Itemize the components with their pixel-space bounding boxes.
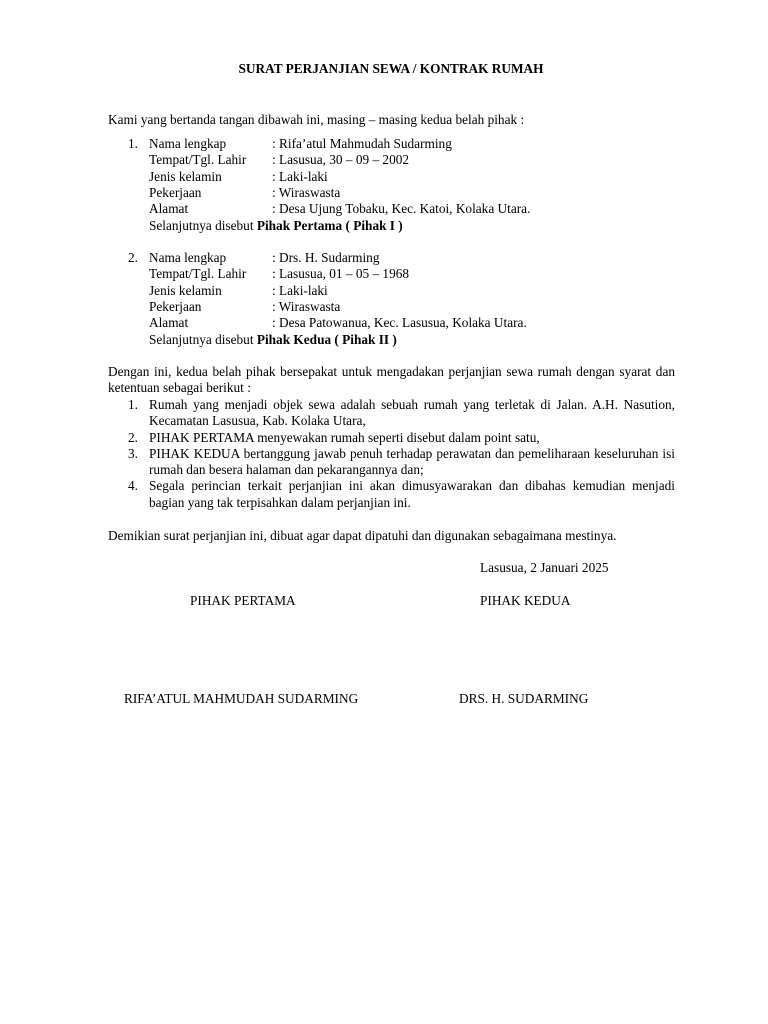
term-item (108, 446, 675, 479)
address-label: Alamat (149, 315, 189, 331)
term-text: Segala perincian terkait perjanjian ini akan dimusyawarakan dan dibahas kemudian menjadi bagian yang tak terpisahkan dalam perjanjian ini. (149, 478, 675, 510)
name-value: : Drs. H. Sudarming (272, 250, 380, 265)
gender-value: : Laki-laki (272, 282, 328, 298)
party-role: Pihak Pertama ( Pihak I ) (256, 217, 403, 233)
term-text: PIHAK KEDUA bertanggung jawab penuh terhadap perawatan dan pemeliharaan keseluruhan isi rumah dan besera halaman dan pekarangannya dan; (149, 445, 675, 478)
referred-line (149, 218, 403, 234)
gender-label: Jenis kelamin (149, 282, 222, 298)
job-value: : Wiraswasta (272, 298, 341, 314)
second-party-signature-label: PIHAK KEDUA (480, 593, 571, 608)
job-value: : Wiraswasta (272, 184, 341, 200)
term-item (108, 397, 675, 430)
party-number: 2. (128, 250, 138, 265)
name-label: Nama lengkap (149, 136, 227, 151)
term-number: 2. (128, 429, 138, 445)
party-role: Pihak Kedua ( Pihak II ) (256, 331, 397, 347)
birth-label: Tempat/Tgl. Lahir (149, 266, 247, 282)
document-title: SURAT PERJANJIAN SEWA / KONTRAK RUMAH (238, 61, 544, 76)
job-label: Pekerjaan (149, 298, 202, 314)
gender-value: : Laki-laki (272, 168, 328, 184)
birth-label: Tempat/Tgl. Lahir (149, 152, 247, 168)
term-text: PIHAK PERTAMA menyewakan rumah seperti disebut dalam point satu, (149, 429, 540, 445)
intro-text: Kami yang bertanda tangan dibawah ini, masing – masing kedua belah pihak : (108, 112, 525, 127)
job-label: Pekerjaan (149, 184, 202, 200)
first-party-signature-name: RIFA’ATUL MAHMUDAH SUDARMING (124, 691, 359, 706)
address-label: Alamat (149, 201, 189, 217)
term-number: 3. (128, 445, 138, 461)
place-date: Lasusua, 2 Januari 2025 (480, 560, 609, 575)
terms-list (108, 397, 675, 511)
name-value: : Rifa’atul Mahmudah Sudarming (272, 136, 452, 151)
birth-value: : Lasusua, 01 – 05 – 1968 (272, 266, 410, 282)
term-item (108, 430, 675, 446)
address-value: : Desa Patowanua, Kec. Lasusua, Kolaka Utara. (272, 315, 527, 331)
first-party-signature-label: PIHAK PERTAMA (190, 593, 296, 608)
term-number: 4. (128, 478, 138, 494)
name-label: Nama lengkap (149, 250, 227, 265)
term-number: 1. (128, 397, 138, 412)
closing-text: Demikian surat perjanjian ini, dibuat agar dapat dipatuhi dan digunakan sebagaimana mestinya. (108, 528, 617, 543)
term-item (108, 478, 675, 511)
referred-label: Selanjutnya disebut (149, 331, 254, 347)
agreement-intro: Dengan ini, kedua belah pihak bersepakat untuk mengadakan perjanjian sewa rumah dengan syarat dan ketentuan sebagai berikut : (108, 364, 675, 396)
gender-label: Jenis kelamin (149, 168, 222, 184)
referred-line (149, 332, 397, 348)
referred-label: Selanjutnya disebut (149, 217, 254, 233)
party-number: 1. (128, 136, 138, 151)
address-value: : Desa Ujung Tobaku, Kec. Katoi, Kolaka Utara. (272, 201, 531, 217)
term-text: Rumah yang menjadi objek sewa adalah sebuah rumah yang terletak di Jalan. A.H. Nasution, Kecamatan Lasusua, Kab. Kolaka Utara, (149, 397, 675, 429)
second-party-signature-name: DRS. H. SUDARMING (459, 691, 589, 706)
birth-value: : Lasusua, 30 – 09 – 2002 (272, 152, 410, 168)
